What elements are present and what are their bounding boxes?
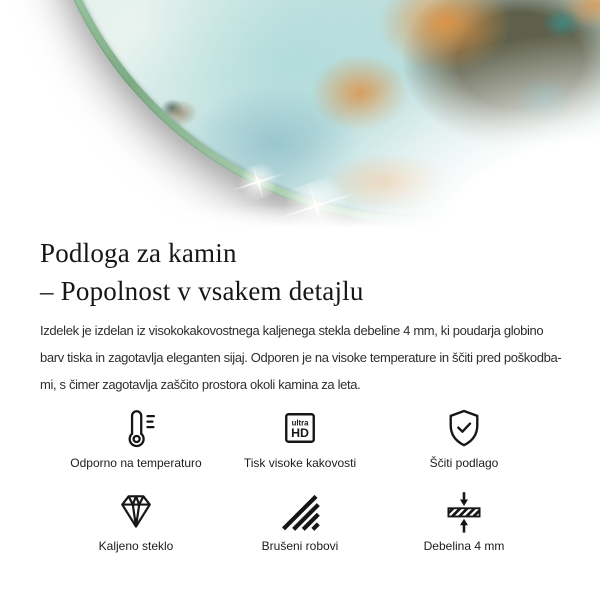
title-line-2: – Popolnost v vsakem detajlu: [40, 276, 364, 306]
feature-label: Odporno na temperaturo: [70, 456, 202, 470]
ultra-text: ultra: [291, 418, 309, 428]
product-description: [40, 317, 560, 398]
feature-grid: [40, 406, 560, 554]
description-line: mi, s čimer zagotavlja zaščito prostora okoli kamina za leta.: [40, 377, 361, 392]
hd-text: HD: [291, 426, 309, 441]
product-hero-image: [0, 0, 600, 228]
diamond-icon: [114, 489, 158, 533]
description-line: barv tiska in zagotavlja eleganten sijaj. Odporen je na visoke temperature in ščiti pred poškodba-: [40, 350, 562, 365]
feature-label: Ščiti podlago: [429, 456, 499, 470]
page-title: [40, 234, 560, 310]
feature-label: Tisk visoke kakovosti: [243, 456, 357, 470]
feature-label: Kaljeno steklo: [98, 539, 174, 553]
feature-label: Brušeni robovi: [261, 539, 339, 553]
description-line: Izdelek je izdelan iz visokokakovostnega kaljenega stekla debeline 4 mm, ki poudarja globino: [40, 323, 544, 338]
shield-check-icon: [442, 406, 486, 450]
feature-label: Debelina 4 mm: [423, 539, 505, 553]
feature-polished-edges: [218, 489, 382, 554]
feature-protects-surface: [382, 406, 546, 471]
thermometer-icon: [114, 406, 158, 450]
feature-temperature-resistant: [54, 406, 218, 471]
product-description-section: [0, 234, 600, 554]
beveled-edges-icon: [278, 489, 322, 533]
title-line-1: Podloga za kamin: [40, 238, 237, 268]
thickness-4mm-icon: [442, 489, 486, 533]
feature-thickness: [382, 489, 546, 554]
feature-tempered-glass: [54, 489, 218, 554]
feature-print-quality: [218, 406, 382, 471]
ultra-hd-icon: [278, 406, 322, 450]
